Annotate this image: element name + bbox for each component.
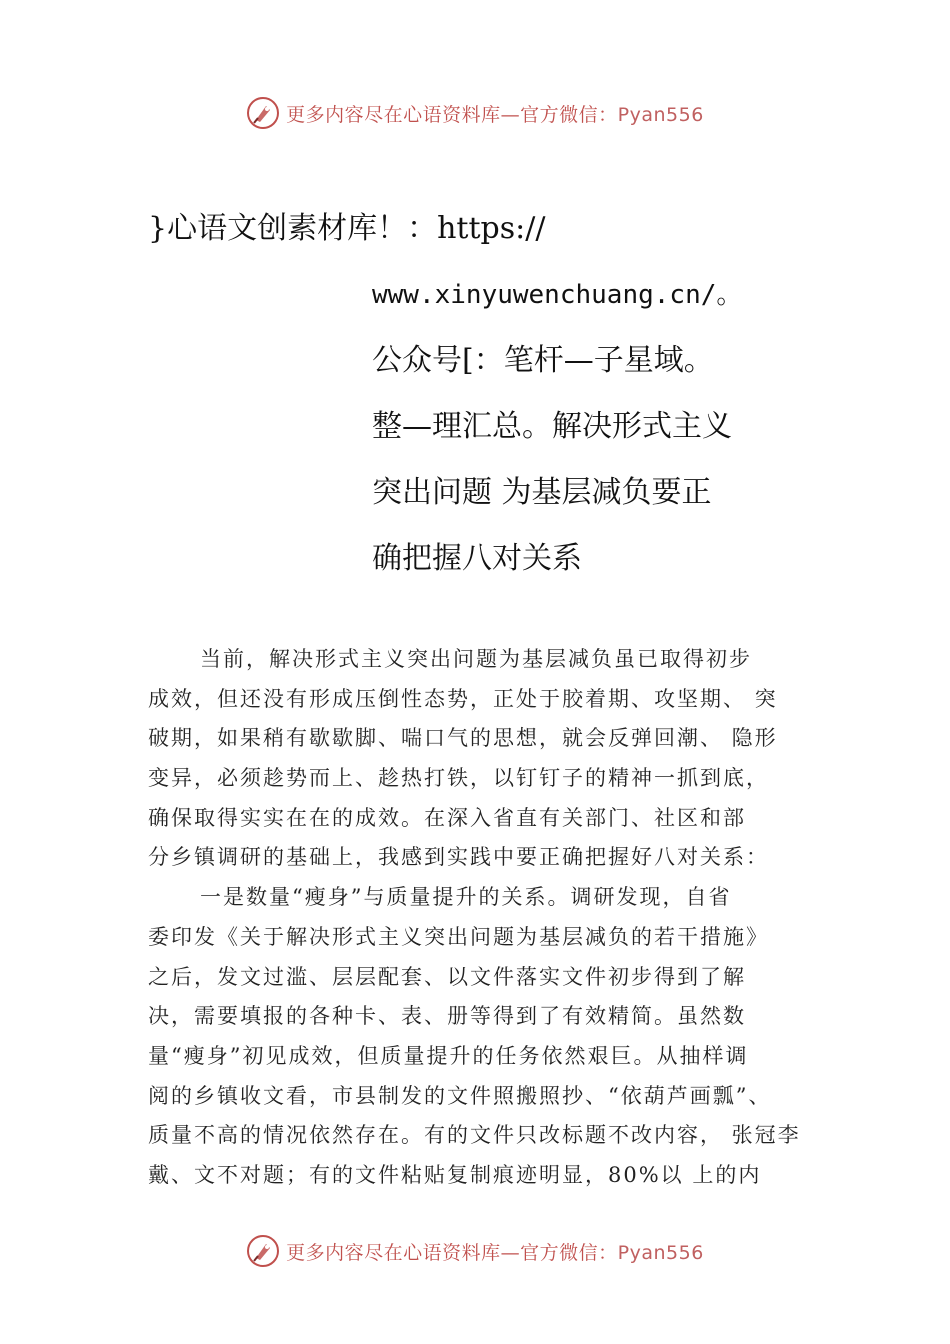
- document-title: [148, 196, 848, 592]
- title-line-1: }心语文创素材库！：https://: [148, 211, 546, 246]
- body-line: 质量不高的情况依然存在。有的文件只改标题不改内容， 张冠李: [148, 1123, 801, 1148]
- pen-nib-logo-icon: [246, 1234, 280, 1268]
- header-banner: [0, 96, 950, 130]
- body-line: 当前，解决形式主义突出问题为基层减负虽已取得初步: [200, 647, 752, 671]
- body-line: 破期，如果稍有歇歇脚、喘口气的思想，就会反弹回潮、 隐形: [148, 726, 778, 751]
- title-line-5: 突出问题 为基层减负要正: [372, 475, 712, 510]
- pen-nib-logo-icon: [246, 96, 280, 130]
- title-line-6: 确把握八对关系: [372, 541, 582, 576]
- header-banner-text: 更多内容尽在心语资料库—官方微信：Pyan556: [286, 103, 704, 126]
- body-line: 之后，发文过滥、层层配套、以文件落实文件初步得到了解: [148, 964, 746, 989]
- body-line: 变异，必须趁势而上、趁热打铁，以钉钉子的精神一抓到底，: [148, 766, 769, 791]
- body-line: 决，需要填报的各种卡、表、册等得到了有效精简。虽然数: [148, 1004, 746, 1029]
- footer-banner: [0, 1234, 950, 1268]
- body-line: 阅的乡镇收文看，市县制发的文件照搬照抄、“依葫芦画瓢”、: [148, 1083, 772, 1108]
- body-line: 确保取得实实在在的成效。在深入省直有关部门、社区和部: [148, 805, 746, 830]
- body-line: 委印发《关于解决形式主义突出问题为基层减负的若干措施》: [148, 924, 769, 949]
- title-line-2: www.xinyuwenchuang.cn/。: [372, 280, 743, 310]
- footer-banner-text: 更多内容尽在心语资料库—官方微信：Pyan556: [286, 1241, 704, 1264]
- footer-wechat-id: Pyan556: [617, 1241, 704, 1264]
- body-line: 分乡镇调研的基础上，我感到实践中要正确把握好八对关系：: [148, 845, 769, 870]
- body-text: [148, 640, 848, 1196]
- body-line: 成效，但还没有形成压倒性态势，正处于胶着期、攻坚期、 突: [148, 686, 778, 711]
- body-line: 戴、文不对题；有的文件粘贴复制痕迹明显，80%以 上的内: [148, 1162, 762, 1187]
- body-line: 一是数量“瘦身”与质量提升的关系。调研发现，自省: [200, 885, 732, 910]
- header-wechat-id: Pyan556: [617, 103, 704, 126]
- body-line: 量“瘦身”初见成效，但质量提升的任务依然艰巨。从抽样调: [148, 1043, 749, 1068]
- title-line-4: 整—理汇总。解决形式主义: [372, 409, 732, 444]
- title-line-3: 公众号[：笔杆—子星域。: [372, 343, 714, 378]
